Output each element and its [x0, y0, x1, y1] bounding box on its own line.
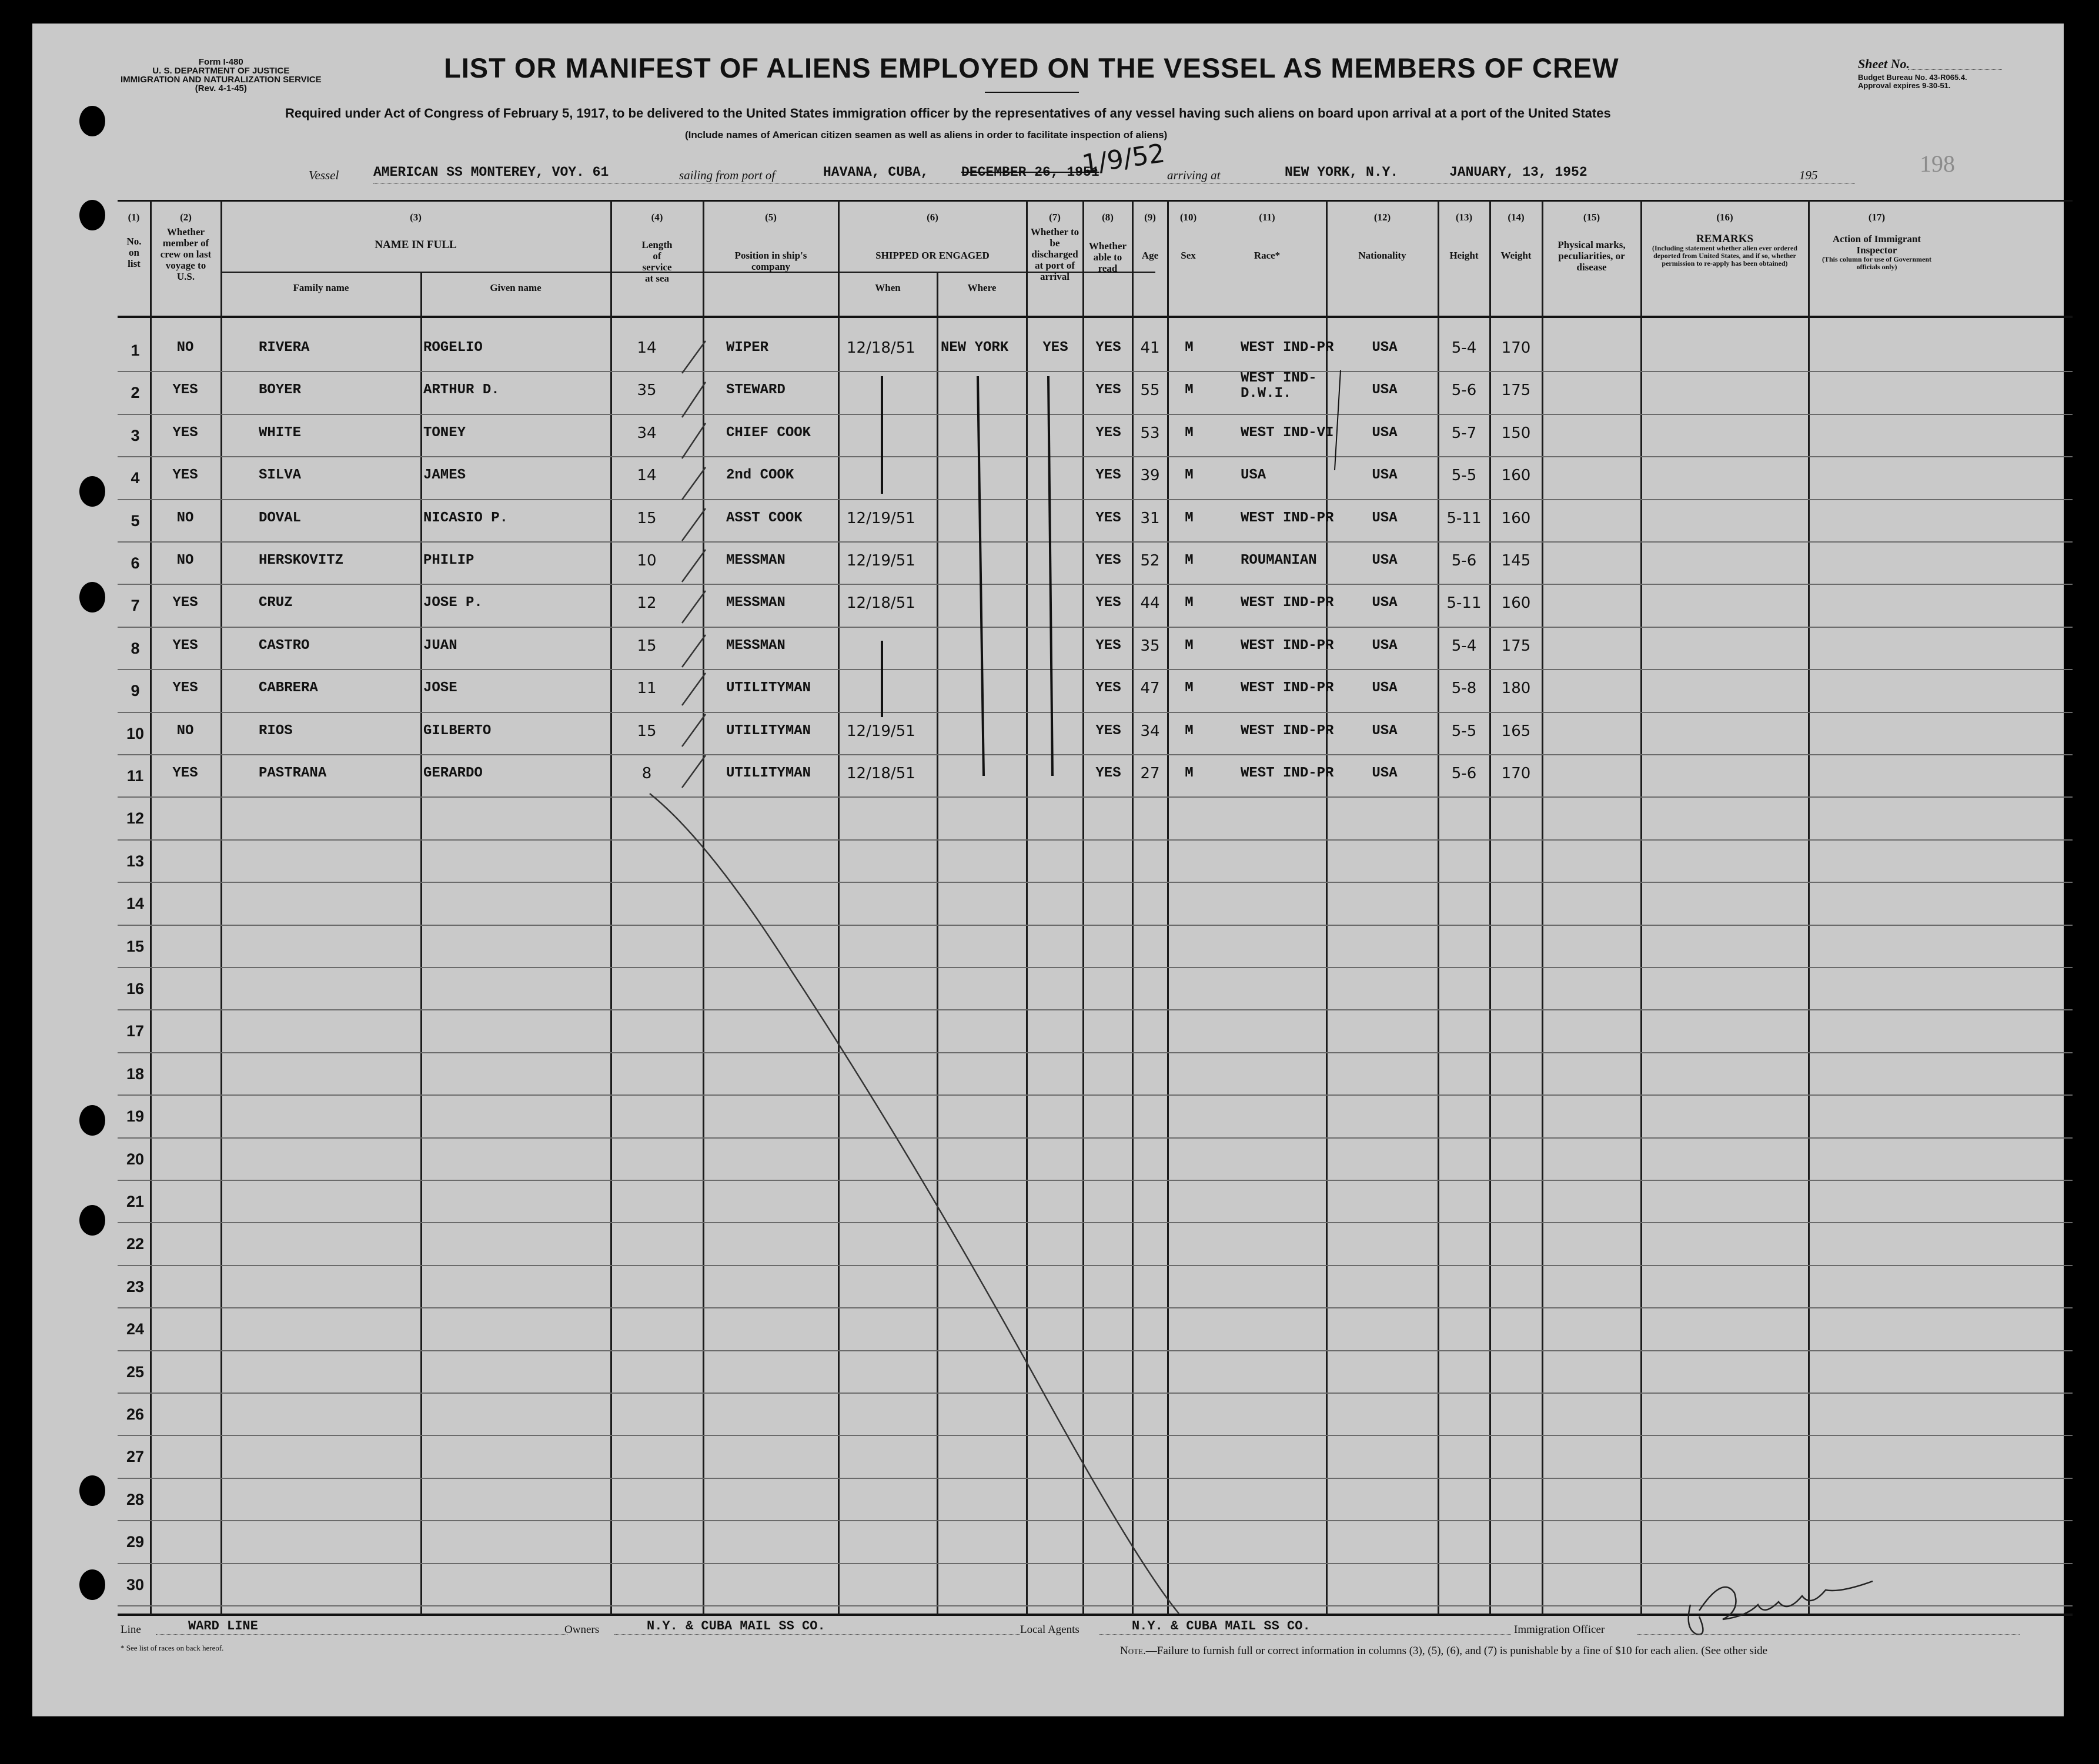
subtitle: Required under Act of Congress of February 5, 1917, to be delivered to the United States immigration officer by the representatives of any vessel having such aliens on board upon arrival at a port of the United States	[285, 106, 1611, 120]
cell-weight: 180	[1501, 680, 1531, 698]
cell-height: 5-7	[1451, 424, 1477, 442]
col-number: (16)	[1716, 212, 1733, 223]
col-sublabel: (Including statement whether alien ever ordered deported from United States, and if so, whether permission to re-apply has been obtained)	[1652, 244, 1797, 267]
cell-service: 15	[637, 722, 657, 740]
cell-race: WEST IND-PR	[1241, 595, 1334, 611]
col-label: SHIPPED OR ENGAGED	[875, 250, 990, 261]
cell-read: YES	[1095, 637, 1121, 654]
cell-age: 41	[1140, 339, 1160, 357]
row-number: 20	[126, 1150, 145, 1168]
col-label: Length of service at sea	[641, 239, 673, 284]
cell-sex: M	[1185, 382, 1194, 399]
officer-label: Immigration Officer	[1514, 1624, 1605, 1636]
cell-position: MESSMAN	[726, 637, 786, 654]
cell-height: 5-6	[1451, 765, 1477, 782]
cell-family: SILVA	[259, 467, 302, 484]
vessel-name: AMERICAN SS MONTEREY, VOY. 61	[373, 165, 609, 180]
cell-prev: YES	[172, 680, 198, 697]
col-label: Age	[1141, 250, 1159, 261]
cell-prev: YES	[172, 637, 198, 654]
cell-sex: M	[1185, 424, 1194, 441]
col-number: (12)	[1373, 212, 1391, 223]
cell-family: BOYER	[259, 382, 302, 399]
row-number: 12	[126, 809, 145, 828]
col-label: Whether able to read	[1088, 240, 1127, 274]
col-number: (13)	[1455, 212, 1473, 223]
cell-read: YES	[1095, 765, 1121, 781]
cell-when: 12/19/51	[847, 722, 915, 740]
cell-position: MESSMAN	[726, 553, 786, 568]
cell-race: WEST IND-PR	[1241, 765, 1334, 781]
col-number: (17)	[1868, 212, 1886, 223]
cell-service: 12	[637, 594, 657, 612]
cell-age: 27	[1140, 765, 1160, 782]
col-number: (3)	[410, 212, 422, 223]
cell-weight: 170	[1501, 765, 1531, 782]
from-date: DECEMBER 26, 1951	[961, 165, 1099, 180]
cell-nat: USA	[1372, 765, 1398, 781]
cell-race: WEST IND-PR	[1241, 637, 1334, 654]
service-name: IMMIGRATION AND NATURALIZATION SERVICE	[121, 75, 322, 85]
approval-expiry: Approval expires 9-30-51.	[1858, 81, 1951, 90]
cell-position: UTILITYMAN	[726, 722, 811, 739]
subnote: (Include names of American citizen seamen as well as aliens in order to facilitate inspection of aliens)	[685, 129, 1168, 140]
where-header: Where	[967, 282, 997, 293]
cell-weight: 160	[1501, 509, 1531, 527]
line-underline	[156, 1634, 567, 1635]
cell-family: RIOS	[259, 722, 293, 739]
col-number: (1)	[128, 212, 140, 223]
cell-race: WEST IND-PR	[1241, 510, 1334, 526]
row-number: 22	[126, 1235, 145, 1253]
cell-weight: 150	[1501, 424, 1531, 442]
row-number: 3	[131, 426, 140, 444]
cell-nat: USA	[1372, 340, 1398, 356]
row-number: 15	[126, 937, 145, 955]
cell-position: ASST COOK	[726, 510, 803, 526]
row-number: 21	[126, 1193, 145, 1210]
cell-sex: M	[1185, 467, 1194, 484]
cell-race: USA	[1241, 467, 1266, 484]
row-number: 29	[126, 1533, 145, 1551]
cell-read: YES	[1095, 467, 1121, 484]
col-label: Whether member of crew on last voyage to U.S.	[160, 226, 212, 282]
row-number: 19	[126, 1107, 145, 1126]
cell-weight: 160	[1501, 467, 1531, 485]
cell-service: 35	[637, 381, 657, 400]
cell-when: 12/19/51	[847, 552, 915, 570]
col-label: Position in ship's company	[734, 250, 807, 272]
col-number: (14)	[1508, 212, 1525, 223]
cell-age: 34	[1140, 722, 1160, 740]
row-number: 14	[126, 895, 145, 913]
row-number: 16	[126, 980, 145, 998]
cell-age: 39	[1140, 467, 1160, 485]
col-label: Physical marks, peculiarities, or disease	[1557, 239, 1626, 273]
row-number: 7	[131, 597, 140, 615]
cell-prev: NO	[176, 340, 194, 356]
cell-service: 15	[637, 509, 657, 527]
form-number: Form I-480	[198, 57, 243, 67]
cell-age: 44	[1140, 594, 1160, 612]
cell-age: 53	[1140, 424, 1160, 442]
cell-given: JUAN	[423, 637, 457, 654]
cell-height: 5-4	[1451, 637, 1477, 655]
cell-height: 5-11	[1446, 509, 1482, 527]
cell-height: 5-5	[1451, 722, 1477, 740]
row-number: 5	[131, 511, 140, 530]
given-name-header: Given name	[490, 282, 542, 293]
cell-age: 55	[1140, 381, 1160, 400]
handwritten-date: 1/9/52	[1080, 138, 1167, 180]
cell-read: YES	[1095, 680, 1121, 697]
cell-read: YES	[1095, 553, 1121, 568]
sheet-stamp: 198	[1920, 150, 1955, 177]
cell-family: CASTRO	[259, 637, 310, 654]
cell-nat: USA	[1372, 424, 1398, 441]
cell-sex: M	[1185, 553, 1194, 568]
cell-nat: USA	[1372, 722, 1398, 739]
cell-when: 12/18/51	[847, 339, 915, 357]
line-label: Line	[121, 1624, 141, 1636]
row-number: 4	[131, 469, 140, 487]
col-label: Sex	[1181, 250, 1196, 261]
row-number: 8	[131, 639, 140, 657]
cell-position: MESSMAN	[726, 595, 786, 611]
cell-read: YES	[1095, 424, 1121, 441]
row-number: 25	[126, 1363, 145, 1381]
cell-when: 12/18/51	[847, 594, 915, 612]
col-label: Action of Immigrant Inspector	[1832, 233, 1921, 256]
cell-family: CABRERA	[259, 680, 318, 697]
cell-prev: YES	[172, 595, 198, 611]
fine-note	[1120, 1645, 1767, 1658]
col-label: NAME IN FULL	[375, 239, 457, 251]
row-number: 26	[126, 1405, 145, 1423]
row-number: 18	[126, 1065, 145, 1083]
cell-given: PHILIP	[423, 553, 474, 568]
cell-weight: 160	[1501, 594, 1531, 612]
col-number: (2)	[180, 212, 192, 223]
cell-read: YES	[1095, 340, 1121, 356]
row-number: 1	[131, 342, 140, 359]
cell-prev: NO	[176, 510, 194, 526]
year-suffix: 195	[1799, 168, 1818, 182]
cell-height: 5-6	[1451, 381, 1477, 400]
cell-nat: USA	[1372, 467, 1398, 484]
cell-weight: 145	[1501, 552, 1531, 570]
cell-weight: 165	[1501, 722, 1531, 740]
cell-when: 12/18/51	[847, 765, 915, 782]
to-date: JANUARY, 13, 1952	[1449, 165, 1587, 180]
officer-underline	[1637, 1634, 2020, 1635]
agents-label: Local Agents	[1020, 1624, 1079, 1636]
cell-nat: USA	[1372, 680, 1398, 697]
handwritten-marks	[32, 24, 2064, 1716]
cell-family: RIVERA	[259, 340, 310, 356]
cell-height: 5-11	[1446, 594, 1482, 612]
owners-value: N.Y. & CUBA MAIL SS CO.	[647, 1619, 825, 1634]
row-number: 6	[131, 554, 140, 572]
arriving-label: arriving at	[1167, 168, 1221, 182]
cell-read: YES	[1095, 595, 1121, 611]
cell-position: CHIEF COOK	[726, 424, 811, 441]
cell-read: YES	[1095, 722, 1121, 739]
row-number: 30	[126, 1575, 145, 1594]
cell-family: PASTRANA	[259, 765, 327, 781]
revision: (Rev. 4-1-45)	[195, 83, 247, 93]
cell-sex: M	[1185, 340, 1194, 356]
owners-underline	[614, 1634, 1020, 1635]
row-number: 9	[131, 682, 140, 700]
cell-position: UTILITYMAN	[726, 765, 811, 781]
cell-given: GERARDO	[423, 765, 483, 781]
cell-race: WEST IND-PR	[1241, 722, 1334, 739]
col-sublabel: (This column for use of Government officials only)	[1821, 255, 1932, 271]
when-header: When	[875, 282, 901, 293]
col-label: REMARKS	[1696, 233, 1754, 245]
cell-position: WIPER	[726, 340, 769, 356]
cell-given: TONEY	[423, 424, 466, 441]
cell-height: 5-5	[1451, 467, 1477, 485]
row-number: 27	[126, 1448, 145, 1466]
cell-given: ARTHUR D.	[423, 382, 500, 399]
from-port: HAVANA, CUBA,	[823, 165, 929, 180]
col-number: (9)	[1144, 212, 1156, 223]
cell-service: 11	[637, 680, 657, 698]
cell-given: JOSE	[423, 680, 457, 697]
col-number: (11)	[1259, 212, 1275, 223]
cell-service: 14	[637, 467, 657, 485]
cell-nat: USA	[1372, 595, 1398, 611]
cell-prev: NO	[176, 722, 194, 739]
cell-race: WEST IND-VI	[1241, 424, 1334, 441]
cell-given: GILBERTO	[423, 722, 492, 739]
col-number: (8)	[1102, 212, 1114, 223]
row-number: 10	[126, 724, 145, 742]
col-label: No. on list	[126, 236, 142, 269]
row-number: 24	[126, 1320, 145, 1338]
cell-height: 5-8	[1451, 680, 1477, 698]
budget-number: Budget Bureau No. 43-R065.4.	[1858, 73, 1967, 82]
row-number: 13	[126, 852, 145, 870]
manifest-sheet	[32, 24, 2064, 1716]
cell-race: WEST IND- D.W.I.	[1241, 370, 1317, 402]
cell-sex: M	[1185, 765, 1194, 781]
row-number: 23	[126, 1277, 145, 1296]
cell-race: ROUMANIAN	[1241, 553, 1317, 568]
cell-age: 47	[1140, 680, 1160, 698]
agents-value: N.Y. & CUBA MAIL SS CO.	[1132, 1619, 1311, 1634]
cell-service: 14	[637, 339, 657, 357]
sailing-label: sailing from port of	[679, 168, 776, 182]
cell-sex: M	[1185, 722, 1194, 739]
cell-age: 52	[1140, 552, 1160, 570]
cell-weight: 175	[1501, 637, 1531, 655]
cell-where: NEW YORK	[941, 340, 1009, 356]
col-label: Height	[1449, 250, 1479, 261]
col-number: (7)	[1049, 212, 1061, 223]
cell-age: 31	[1140, 509, 1160, 527]
cell-read: YES	[1095, 510, 1121, 526]
cell-sex: M	[1185, 595, 1194, 611]
col-number: (10)	[1179, 212, 1197, 223]
row-number: 17	[126, 1022, 145, 1040]
cell-prev: YES	[172, 382, 198, 399]
sheet-label: Sheet No.	[1858, 56, 1910, 71]
owners-label: Owners	[564, 1624, 600, 1636]
cell-family: DOVAL	[259, 510, 302, 526]
family-name-header: Family name	[293, 282, 349, 293]
cell-prev: YES	[172, 467, 198, 484]
cell-nat: USA	[1372, 553, 1398, 568]
cell-race: WEST IND-PR	[1241, 340, 1334, 356]
cell-race: WEST IND-PR	[1241, 680, 1334, 697]
cell-position: 2nd COOK	[726, 467, 794, 484]
note-label: Note.	[1120, 1645, 1146, 1657]
line-value: WARD LINE	[188, 1619, 258, 1634]
vessel-label: Vessel	[309, 168, 339, 182]
cell-weight: 170	[1501, 339, 1531, 357]
cell-height: 5-4	[1451, 339, 1477, 357]
cell-position: UTILITYMAN	[726, 680, 811, 697]
col-label: Nationality	[1358, 250, 1406, 261]
cell-position: STEWARD	[726, 382, 786, 399]
cell-when: 12/19/51	[847, 509, 915, 527]
cell-service: 8	[641, 765, 652, 782]
col-number: (4)	[651, 212, 663, 223]
col-label: Weight	[1500, 250, 1532, 261]
cell-prev: NO	[176, 553, 194, 568]
col-number: (5)	[765, 212, 777, 223]
cell-family: WHITE	[259, 424, 302, 441]
col-label: Race*	[1254, 250, 1281, 261]
page-title: LIST OR MANIFEST OF ALIENS EMPLOYED ON THE VESSEL AS MEMBERS OF CREW	[444, 52, 1619, 83]
col-number: (6)	[927, 212, 938, 223]
cell-service: 34	[637, 424, 657, 442]
row-number: 2	[131, 384, 140, 402]
cell-weight: 175	[1501, 381, 1531, 400]
cell-height: 5-6	[1451, 552, 1477, 570]
agents-underline	[1099, 1634, 1511, 1635]
department: U. S. DEPARTMENT OF JUSTICE	[152, 66, 290, 76]
cell-service: 15	[637, 637, 657, 655]
cell-family: CRUZ	[259, 595, 293, 611]
cell-service: 10	[637, 552, 657, 570]
cell-given: JOSE P.	[423, 595, 483, 611]
note-text: —Failure to furnish full or correct information in columns (3), (5), (6), and (7) is punishable by a fine of $10 for each alien. (See other side	[1145, 1645, 1768, 1657]
cell-sex: M	[1185, 680, 1194, 697]
cell-prev: YES	[172, 765, 198, 781]
to-port: NEW YORK, N.Y.	[1285, 165, 1399, 180]
cell-prev: YES	[172, 424, 198, 441]
races-note: * See list of races on back hereof.	[121, 1644, 224, 1652]
row-number: 11	[126, 767, 144, 785]
cell-read: YES	[1095, 382, 1121, 399]
cell-age: 35	[1140, 637, 1160, 655]
row-number: 28	[126, 1490, 145, 1508]
cell-nat: USA	[1372, 637, 1398, 654]
cell-discharge: YES	[1042, 340, 1068, 356]
cell-sex: M	[1185, 510, 1194, 526]
cell-family: HERSKOVITZ	[259, 553, 344, 568]
col-label: Whether to be discharged at port of arrival	[1030, 226, 1079, 282]
cell-nat: USA	[1372, 510, 1398, 526]
cell-given: JAMES	[423, 467, 466, 484]
cell-sex: M	[1185, 637, 1194, 654]
cell-given: NICASIO P.	[423, 510, 509, 526]
col-number: (15)	[1583, 212, 1600, 223]
cell-nat: USA	[1372, 382, 1398, 399]
cell-given: ROGELIO	[423, 340, 483, 356]
